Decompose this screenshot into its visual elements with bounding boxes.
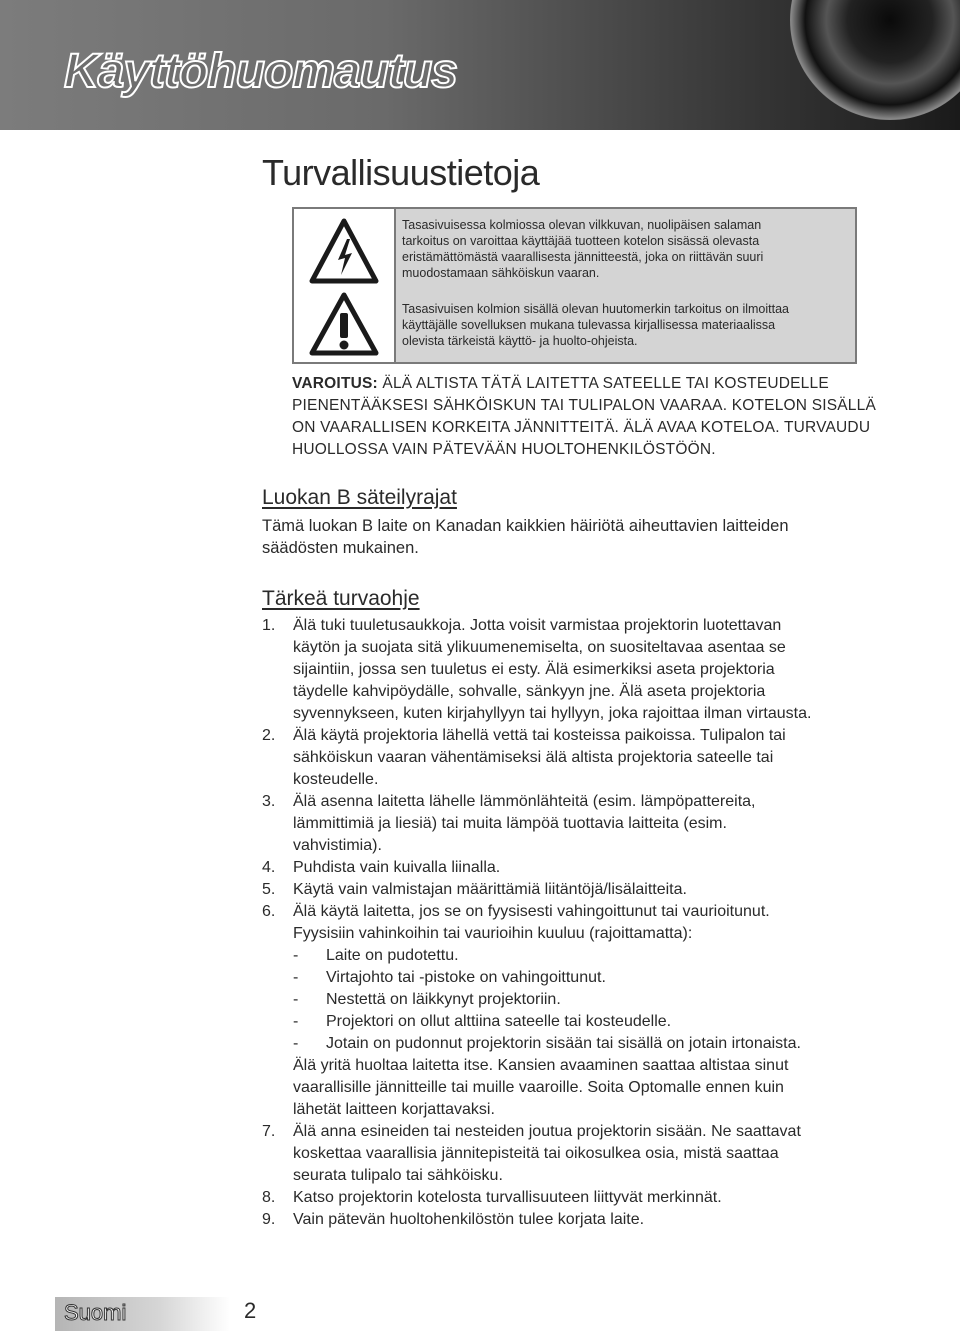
warning-symbols-box: [292, 207, 857, 364]
projector-lens-graphic: [790, 0, 960, 120]
lightning-warning-icon: [308, 217, 380, 285]
sub-list-item: - Virtajohto tai -pistoke on vahingoittunut.: [293, 969, 606, 986]
list-item: 7. Älä anna esineiden tai nesteiden joutua projektorin sisään. Ne saattavat koskettaa vaarallisia jännitepisteitä tai oikosulkea osia, mistä saattaa seurata tulipalo tai sähköisku.: [262, 1123, 801, 1184]
page-number: 2: [244, 1298, 257, 1323]
caution-label: VAROITUS:: [292, 375, 378, 392]
list-item: 3. Älä asenna laitetta lähelle lämmönlähteitä (esim. lämpöpattereita, lämmittimiä ja liesiä) tai muita lämpöä tuottavia laitteita (esim. vahvistimia).: [262, 793, 756, 854]
section-title: Turvallisuustietoja: [262, 152, 540, 193]
sub-list-item: - Jotain on pudonnut projektorin sisään tai sisällä on jotain irtonaista.: [293, 1035, 801, 1052]
list-item: 8. Katso projektorin kotelosta turvallisuuteen liittyvät merkinnät.: [262, 1189, 722, 1206]
list-item: 4. Puhdista vain kuivalla liinalla.: [262, 859, 501, 876]
list-item: 6. Älä käytä laitetta, jos se on fyysisesti vahingoittunut tai vaurioitunut. Fyysisiin vahinkoihin tai vaurioihin kuuluu (rajoittamatta): - Laite on pudotettu. - Virtajohto tai -pistoke on vahingoittunut. - Nestettä on läikkynyt projektoriin. - Projektori on ollut alttiina sateelle tai kosteudelle. - Jotain on pudonnut projektorin sisään tai sisällä on jotain irtonaista. Älä yritä huoltaa laitetta itse. Kansien avaaminen saattaa altistaa sinut vaarallisille jännitteille tai muille vaaroille. Soita Optomalle ennen kuin lähetät laitteen korjattavaksi.: [262, 901, 902, 1121]
list-item: 1. Älä tuki tuuletusaukkoja. Jotta voisit varmistaa projektorin luotettavan käytön ja suojata sitä ylikuumenemiselta, on suositeltavaa asentaa se sijaintiin, jossa sen tuuletus ei esty. Älä esimerkiksi aseta projektoria täydelle kahvipöydälle, sohvalle, sänkyyn jne. Älä aseta projektoria syvennykseen, kuten kirjahyllyyn tai hyllyyn, joka rajoittaa ilman virtausta.: [262, 617, 812, 722]
safety-heading: Tärkeä turvaohje: [262, 587, 420, 610]
footer-language: Suomi: [64, 1300, 127, 1325]
exclamation-warning-text: Tasasivuisen kolmion sisällä olevan huutomerkin tarkoitus on ilmoittaa käyttäjälle sovelluksen mukana tulevassa kirjallisessa materiaalissa olevista tärkeistä käyttö- ja huolto-ohjeista.: [402, 302, 789, 348]
class-b-heading: Luokan B säteilyrajat: [262, 486, 457, 509]
list-item: 2. Älä käytä projektoria lähellä vettä tai kosteissa paikoissa. Tulipalon tai sähköiskun vaaran vähentämiseksi älä altista projektoria sateelle tai kosteudelle.: [262, 727, 786, 788]
list-item: 9. Vain pätevän huoltohenkilöstön tulee korjata laite.: [262, 1211, 645, 1228]
sub-list-item: - Nestettä on läikkynyt projektoriin.: [293, 991, 561, 1008]
sub-list-item: - Laite on pudotettu.: [293, 947, 459, 964]
page-header: [0, 0, 960, 130]
caution-notice: VAROITUS: ÄLÄ ALTISTA TÄTÄ LAITETTA SATEELLE TAI KOSTEUDELLE PIENENTÄÄKSESI SÄHKÖISKUN TAI TULIPALON VAARAA. KOTELON SISÄLLÄ ON VAARALLISEN KORKEITA JÄNNITTEITÄ. ÄLÄ AVAA KOTELOA. TURVAUDU HUOLLOSSA VAIN PÄTEVÄÄN HUOLTOHENKILÖSTÖÖN.: [292, 375, 876, 458]
header-title: Käyttöhuomautus: [64, 45, 457, 98]
safety-instructions-list: [262, 615, 902, 1231]
sub-list-item: - Projektori on ollut alttiina sateelle tai kosteudelle.: [293, 1013, 672, 1030]
list-item: 5. Käytä vain valmistajan määrittämiä liitäntöjä/lisälaitteita.: [262, 881, 687, 898]
class-b-text: Tämä luokan B laite on Kanadan kaikkien häiriötä aiheuttavien laitteiden säädösten mukainen.: [262, 517, 789, 557]
lightning-warning-text: Tasasivuisessa kolmiossa olevan vilkkuvan, nuolipäisen salaman tarkoitus on varoittaa käyttäjää tuotteen kotelon sisässä olevasta eristämättömästä vaarallisesta jännitteestä, joka on riittävän suuri muodostamaan sähköiskun vaaran.: [402, 218, 764, 280]
exclamation-warning-icon: [308, 291, 380, 357]
